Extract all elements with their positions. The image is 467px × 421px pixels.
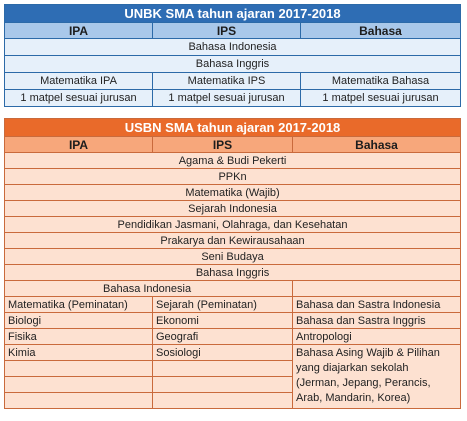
unbk-cell-math-ipa: Matematika IPA <box>5 73 153 90</box>
usbn-cell-ipa-fisika: Fisika <box>5 329 153 345</box>
usbn-cell-ipa-matematika-peminatan: Matematika (Peminatan) <box>5 297 153 313</box>
unbk-header-ips: IPS <box>153 23 301 39</box>
usbn-row-bahasa-indonesia: Bahasa Indonesia <box>5 281 293 297</box>
usbn-row-matematika-wajib: Matematika (Wajib) <box>5 185 461 201</box>
unbk-cell-matpel-bahasa: 1 matpel sesuai jurusan <box>301 90 461 107</box>
usbn-cell-ips-geografi: Geografi <box>153 329 293 345</box>
usbn-cell-empty <box>293 281 461 297</box>
usbn-cell-ipa-kimia: Kimia <box>5 345 153 361</box>
usbn-row-prakarya: Prakarya dan Kewirausahaan <box>5 233 461 249</box>
unbk-row-bahasa-indonesia: Bahasa Indonesia <box>5 39 461 56</box>
usbn-header-ips: IPS <box>153 137 293 153</box>
usbn-cell-ips-blank <box>153 377 293 393</box>
unbk-table <box>4 4 461 107</box>
usbn-cell-bahasa-sastra-indonesia: Bahasa dan Sastra Indonesia <box>293 297 461 313</box>
bahasa-asing-line: Bahasa Asing Wajib & Pilihan <box>296 347 440 359</box>
usbn-cell-ips-blank <box>153 393 293 409</box>
unbk-cell-matpel-ips: 1 matpel sesuai jurusan <box>153 90 301 107</box>
unbk-cell-matpel-ipa: 1 matpel sesuai jurusan <box>5 90 153 107</box>
bahasa-asing-line: yang diajarkan sekolah <box>296 362 409 374</box>
usbn-row-agama: Agama & Budi Pekerti <box>5 153 461 169</box>
unbk-cell-math-ips: Matematika IPS <box>153 73 301 90</box>
usbn-row-seni-budaya: Seni Budaya <box>5 249 461 265</box>
unbk-row-bahasa-inggris: Bahasa Inggris <box>5 56 461 73</box>
usbn-cell-ips-sosiologi: Sosiologi <box>153 345 293 361</box>
usbn-cell-ipa-blank <box>5 361 153 377</box>
usbn-cell-bahasa-antropologi: Antropologi <box>293 329 461 345</box>
usbn-row-ppkn: PPKn <box>5 169 461 185</box>
usbn-cell-ipa-biologi: Biologi <box>5 313 153 329</box>
usbn-row-bahasa-inggris: Bahasa Inggris <box>5 265 461 281</box>
bahasa-asing-line: Arab, Mandarin, Korea) <box>296 392 411 404</box>
usbn-title: USBN SMA tahun ajaran 2017-2018 <box>5 119 461 137</box>
bahasa-asing-line: (Jerman, Jepang, Perancis, <box>296 377 431 389</box>
usbn-cell-ips-blank <box>153 361 293 377</box>
usbn-cell-ips-ekonomi: Ekonomi <box>153 313 293 329</box>
usbn-table <box>4 118 461 409</box>
usbn-cell-ipa-blank <box>5 377 153 393</box>
usbn-cell-bahasa-asing <box>293 345 461 409</box>
usbn-cell-ips-sejarah-peminatan: Sejarah (Peminatan) <box>153 297 293 313</box>
unbk-cell-math-bahasa: Matematika Bahasa <box>301 73 461 90</box>
usbn-header-bahasa: Bahasa <box>293 137 461 153</box>
usbn-row-penjaskes: Pendidikan Jasmani, Olahraga, dan Kesehatan <box>5 217 461 233</box>
usbn-header-ipa: IPA <box>5 137 153 153</box>
unbk-title: UNBK SMA tahun ajaran 2017-2018 <box>5 5 461 23</box>
usbn-cell-ipa-blank <box>5 393 153 409</box>
unbk-header-bahasa: Bahasa <box>301 23 461 39</box>
usbn-row-sejarah-indonesia: Sejarah Indonesia <box>5 201 461 217</box>
usbn-cell-bahasa-sastra-inggris: Bahasa dan Sastra Inggris <box>293 313 461 329</box>
unbk-header-ipa: IPA <box>5 23 153 39</box>
